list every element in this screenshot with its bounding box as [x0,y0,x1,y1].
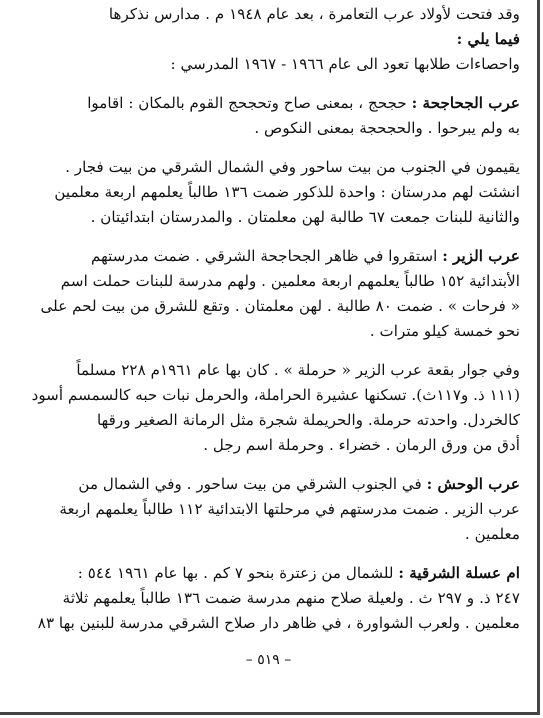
intro-line-1: وقد فتحت لأولاد عرب التعامرة ، بعد عام ١٩٤٨ م . مدارس نذكرها [108,5,520,23]
page-number: – ٥١٩ – [245,652,292,668]
paragraph-line: ٢٤٧ ذ. و ٢٩٧ ث . ولعيلة صلاح منهم مدرسة ضمت ١٣٦ طالباً يعلمهم ثلاثة [62,589,520,607]
section-heading: عرب الزير : [442,247,520,265]
paragraph-line: الأبتدائية ١٥٢ طالباً يعلمهم اربعة معلمين . ولهم مدرسة للبنات حملت اسم [60,272,520,290]
intro-line-3: واحصاءات طلابها تعود الى عام ١٩٦٦ - ١٩٦٧ المدرسي : [170,55,520,73]
paragraph-line: عرب الزير . ضمت مدرستهم في مرحلتها الابتدائية ١١٢ طالباً يعلمهم اربعة [59,500,520,518]
paragraph-line: معلمين . ولعرب الشواورة ، في ظاهر دار صلاح الشرقي مدرسة للبنين بها ٨٣ [37,614,520,632]
paragraph-line: والثانية للبنات جمعت ٦٧ طالبة لهن معلمتان . والمدرستان ابتدائيتان . [90,208,520,226]
paragraph-line: يقيمون في الجنوب من بيت ساحور وفي الشمال الشرقي من بيت فجار . [65,158,520,176]
paragraph-line: كالخردل. واحدته حرملة. والحريملة شجرة مثل الرمانة الصغير ورقها [97,411,520,429]
paragraph-line: أدق من ورق الرمان . خضراء . وحرملة اسم رجل . [203,436,520,454]
intro-line-2: فيما يلي : [456,30,520,48]
paragraph-line: « فرحات » . ضمت ٨٠ طالبة . لهن معلمتان . وتقع للشرق من بيت لحم على [40,297,520,315]
section-jahajha-line-2: به ولم يبرحوا . والحجحجة بمعنى النكوص . [254,119,520,137]
paragraph-line: معلمين . [464,525,520,543]
paragraph-line: انشئت لهم مدرستان : واحدة للذكور ضمت ١٣٦ طالباً يعلمهم اربعة معلمين [54,183,520,201]
section-heading: ام عسلة الشرقية : [398,564,520,582]
document-page [22,2,520,636]
paragraph-line: (١١١ ذ. و١١٧ث). تسكنها عشيرة الحراملة، والحرمل نبات حبه كالسمسم أسود [31,386,520,404]
section-umasala-line-1: ام عسلة الشرقية : للشمال من زعترة بنحو ٧ كم . بها عام ١٩٦١ ٥٤٤ : [77,564,520,582]
section-heading: عرب الجحاجحة : [411,94,520,112]
section-jahajha-line-1: عرب الجحاجحة : حجحج ، بمعنى صاح وتحجحج القوم بالمكان : اقاموا [87,94,520,112]
paragraph-line: نحو خمسة كيلو مترات . [369,322,520,340]
section-heading: عرب الوحش : [426,475,520,493]
paragraph-line: وفي جوار بقعة عرب الزير « حرملة » . كان بها عام ١٩٦١م ٢٢٨ مسلماً [76,361,520,379]
section-wahsh-line-1: عرب الوحش : في الجنوب الشرقي من بيت ساحور . وفي الشمال من [78,475,520,493]
section-zeer-line-1: عرب الزير : استقروا في ظاهر الجحاجحة الشرقي . ضمت مدرستهم [91,247,520,265]
